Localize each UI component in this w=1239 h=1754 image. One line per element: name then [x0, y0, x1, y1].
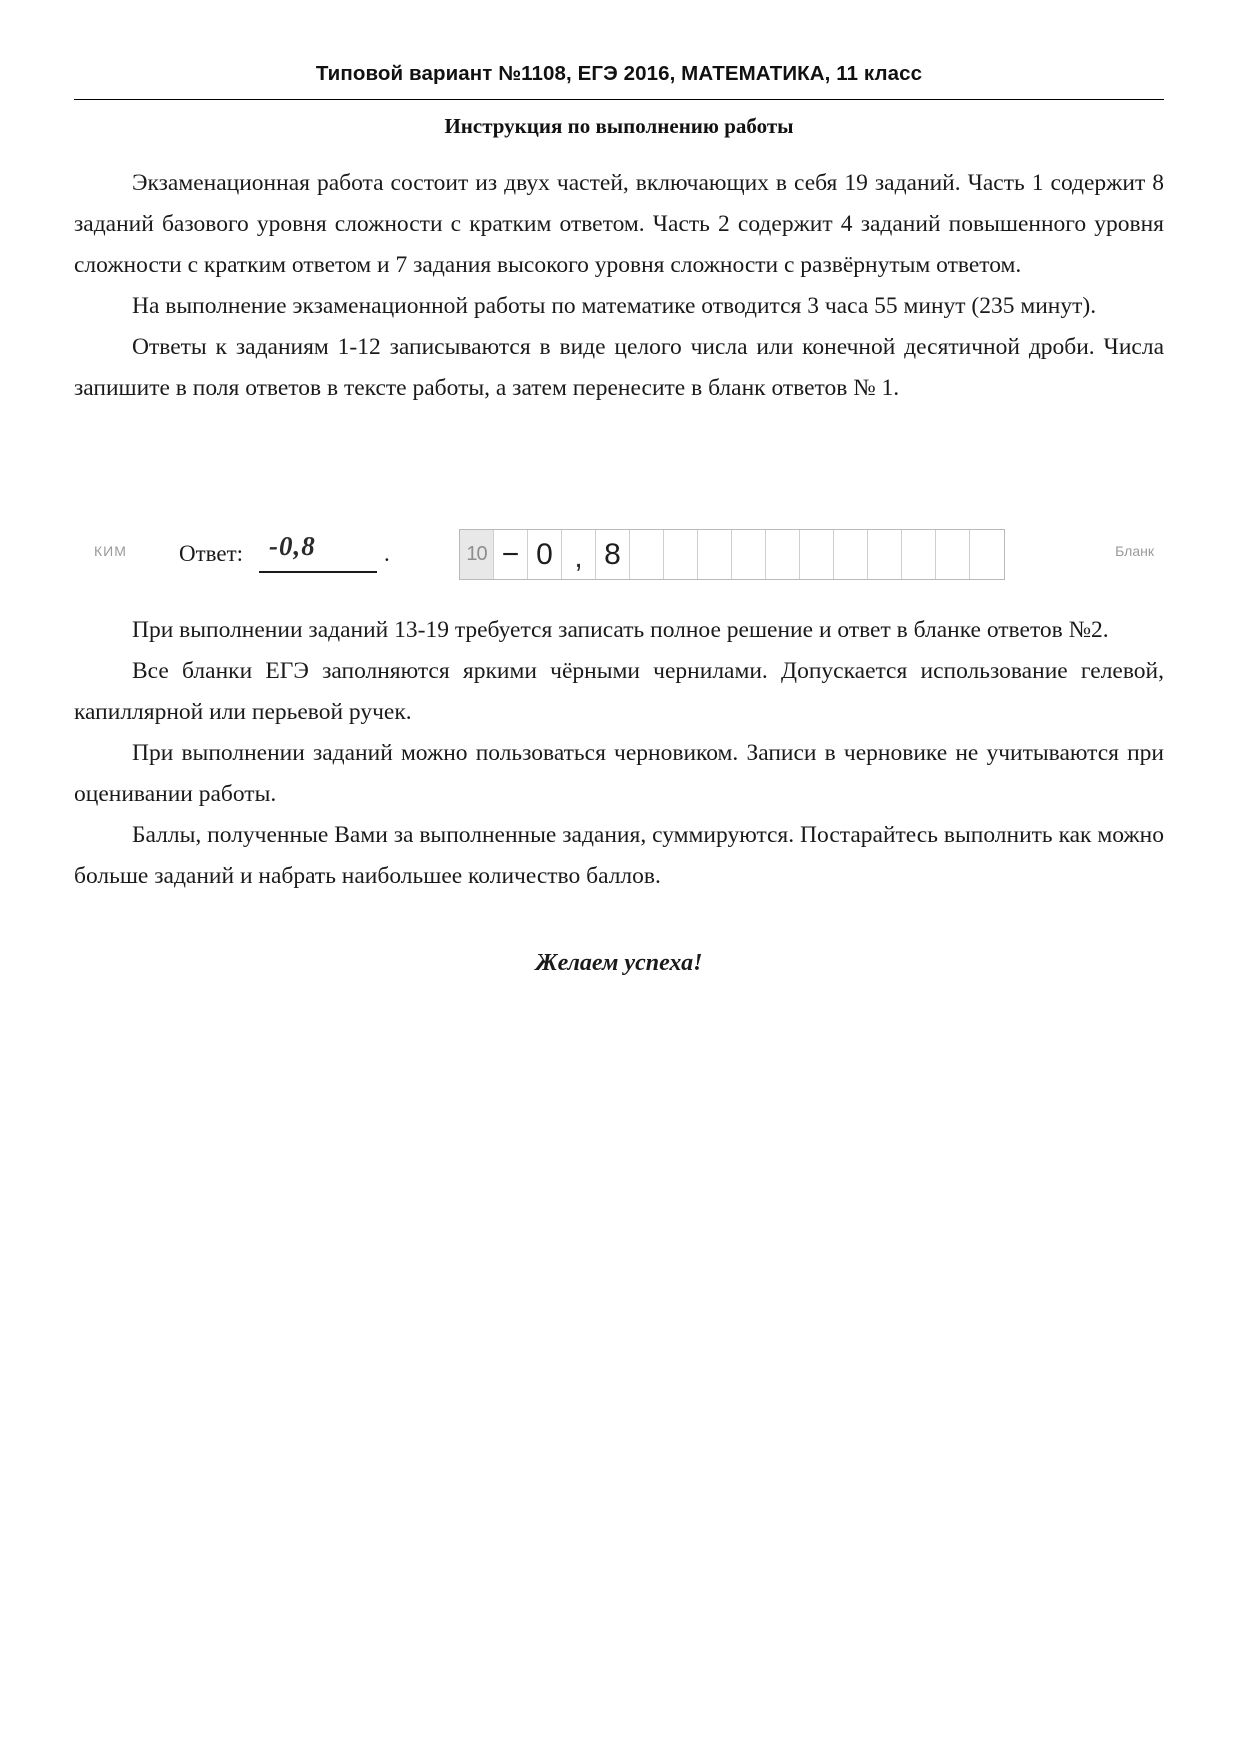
grid-cell-9[interactable]	[766, 530, 800, 579]
grid-cell-8[interactable]	[732, 530, 766, 579]
answer-period: .	[384, 541, 390, 566]
page-title: Типовой вариант №1108, ЕГЭ 2016, МАТЕМАТИКА, 11 класс	[315, 62, 923, 85]
answer-underline	[259, 571, 377, 573]
paragraph: На выполнение экзаменационной работы по математике отводится 3 часа 55 минут (235 минут).	[132, 293, 1097, 319]
grid-cell-10[interactable]	[800, 530, 834, 579]
paragraph: При выполнении заданий можно пользоваться черновиком. Записи в черновике не учитываются при оценивании работы.	[74, 740, 1164, 807]
instructions-bottom	[74, 610, 1164, 897]
answer-label: Ответ:	[179, 541, 244, 566]
header-divider	[74, 99, 1164, 100]
grid-cell-2[interactable]: 0	[528, 530, 562, 579]
answer-grid	[459, 529, 1005, 580]
instructions-top	[74, 163, 1164, 409]
grid-cell-1[interactable]: −	[494, 530, 528, 579]
grid-cell-3[interactable]: ,	[562, 530, 596, 579]
paragraph: Баллы, полученные Вами за выполненные задания, суммируются. Постарайтесь выполнить как можно больше заданий и набрать наибольшее количество баллов.	[74, 822, 1164, 889]
grid-cell-13[interactable]	[902, 530, 936, 579]
grid-cell-12[interactable]	[868, 530, 902, 579]
section-title: Инструкция по выполнению работы	[444, 114, 794, 138]
grid-cell-6[interactable]	[664, 530, 698, 579]
good-luck-note: Желаем успеха!	[535, 950, 703, 976]
grid-cell-11[interactable]	[834, 530, 868, 579]
grid-cell-5[interactable]	[630, 530, 664, 579]
paragraph: При выполнении заданий 13-19 требуется записать полное решение и ответ в бланке ответов №2.	[132, 617, 1109, 643]
paragraph: Ответы к заданиям 1-12 записываются в виде целого числа или конечной десятичной дроби. Числа запишите в поля ответов в тексте работы, а затем перенесите в бланк ответов № 1.	[74, 334, 1164, 401]
blank-label: Бланк	[1115, 543, 1154, 559]
grid-cell-0[interactable]: 10	[460, 530, 494, 579]
grid-cell-14[interactable]	[936, 530, 970, 579]
grid-cell-7[interactable]	[698, 530, 732, 579]
paragraph: Все бланки ЕГЭ заполняются яркими чёрными чернилами. Допускается использование гелевой, капиллярной или перьевой ручек.	[74, 658, 1164, 725]
answer-value: -0,8	[269, 531, 316, 561]
kim-label: КИМ	[94, 543, 127, 559]
grid-cell-4[interactable]: 8	[596, 530, 630, 579]
paragraph: Экзаменационная работа состоит из двух частей, включающих в себя 19 заданий. Часть 1 содержит 8 заданий базового уровня сложности с кратким ответом. Часть 2 содержит 4 заданий повышенного уровня сложности с кратким ответом и 7 задания высокого уровня сложности с развёрнутым ответом.	[74, 170, 1164, 278]
answer-example	[74, 525, 1164, 595]
grid-cell-15[interactable]	[970, 530, 1004, 579]
